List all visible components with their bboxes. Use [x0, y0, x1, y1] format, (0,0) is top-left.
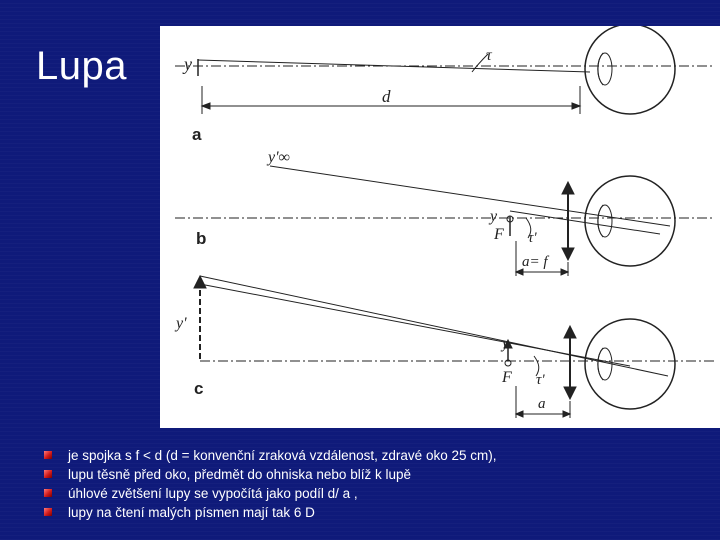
bullet-list: [44, 446, 496, 522]
label-d: d: [382, 87, 391, 106]
panel-label-b: b: [196, 229, 207, 248]
virtual-image-arrow: [194, 276, 206, 288]
cornea-b: [598, 205, 603, 237]
panel-label-c: c: [194, 379, 204, 398]
bullet-item: [44, 484, 496, 503]
cornea-a: [598, 53, 603, 85]
bullet-text: úhlové zvětšení lupy se vypočítá jako podíl d/ a ,: [68, 486, 358, 501]
square-bullet-icon: [44, 470, 52, 478]
bullet-text: lupu těsně před oko, předmět do ohniska nebo blíž k lupě: [68, 467, 411, 482]
square-bullet-icon: [44, 508, 52, 516]
label-y-b: y: [490, 208, 498, 225]
virtual-ray-b: [270, 166, 670, 226]
label-tau-prime-c: τ': [536, 372, 545, 388]
lens-c-arrow-bottom: [564, 387, 576, 399]
cornea-c: [598, 348, 603, 380]
a-arrow-right: [563, 411, 570, 417]
label-a-eq-f: a= f: [522, 254, 548, 270]
label-y-c: y: [502, 335, 510, 352]
label-F-c: F: [502, 369, 512, 386]
a-arrow-left: [516, 411, 523, 417]
label-tau-prime-b: τ': [528, 230, 537, 246]
magnifier-diagram: [160, 26, 720, 428]
virtual-ray-c-2: [200, 284, 630, 366]
bullet-item: [44, 446, 496, 465]
label-a-c: a: [538, 396, 546, 412]
bullet-text: lupy na čtení malých písmen mají tak 6 D: [68, 505, 315, 520]
label-y-a: y: [184, 54, 192, 74]
af-arrow-right: [561, 269, 568, 275]
label-tau-a: τ: [486, 47, 492, 64]
lens-b-arrow-bottom: [562, 248, 574, 260]
label-y-prime: y': [176, 315, 187, 332]
slide-title: Lupa: [36, 44, 127, 88]
square-bullet-icon: [44, 489, 52, 497]
bullet-text: je spojka s f < d (d = konvenční zraková vzdálenost, zdravé oko 25 cm),: [68, 448, 497, 463]
diagram-svg: [160, 26, 720, 428]
lens-c-arrow-top: [564, 326, 576, 338]
label-y-inf: y'∞: [268, 149, 290, 166]
bullet-item: [44, 503, 496, 522]
panel-label-a: a: [192, 125, 202, 144]
label-F-b: F: [494, 226, 504, 243]
d-arrow-left: [202, 103, 210, 109]
lens-b-arrow-top: [562, 182, 574, 194]
square-bullet-icon: [44, 451, 52, 459]
d-arrow-right: [572, 103, 580, 109]
bullet-item: [44, 465, 496, 484]
